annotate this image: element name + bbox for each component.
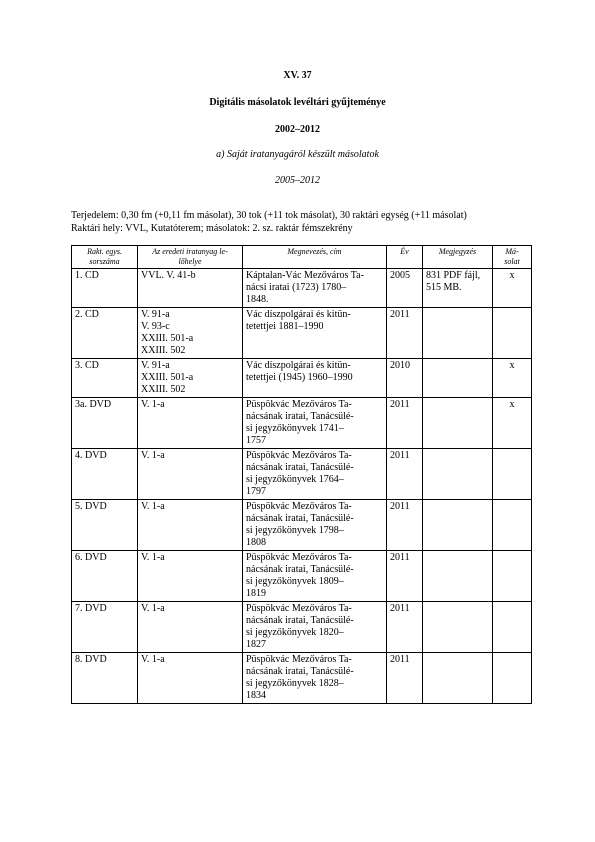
name-line: 1834 [246, 690, 266, 701]
cell-note [423, 551, 493, 602]
unit-number: 3a. DVD [75, 399, 112, 410]
name-line: Püspökvác Mezőváros Ta- [246, 654, 352, 665]
cell-year [387, 551, 423, 602]
table-row [72, 602, 532, 653]
extent-line: Terjedelem: 0,30 fm (+0,11 fm másolat), 30 tok (+11 tok másolat), 30 raktári egység (+11 másolat) [71, 210, 467, 221]
origin-line: XXIII. 501-a [141, 333, 194, 344]
cell-copy [493, 551, 532, 602]
cell-copy [493, 398, 532, 449]
name-line: 1797 [246, 486, 266, 497]
cell-origin [138, 359, 243, 398]
origin-line: V. 91-a [141, 309, 170, 320]
name-line: si jegyzőkönyvek 1764– [246, 474, 344, 485]
unit-number: 6. DVD [75, 552, 107, 563]
name-line: tetettjei (1945) 1960–1990 [246, 372, 353, 383]
cell-origin [138, 653, 243, 704]
name-line: 1757 [246, 435, 266, 446]
header-year: Év [387, 246, 423, 269]
copy-mark: x [509, 270, 515, 281]
cell-note [423, 398, 493, 449]
origin-line: V. 91-a [141, 360, 170, 371]
name-line: 1819 [246, 588, 266, 599]
name-line: 1827 [246, 639, 266, 650]
cell-copy [493, 359, 532, 398]
table-row [72, 449, 532, 500]
cell-note [423, 500, 493, 551]
name-line: Vác díszpolgárai és kitün- [246, 309, 351, 320]
collection-years: 2002–2012 [275, 124, 320, 135]
cell-copy [493, 500, 532, 551]
cell-year [387, 269, 423, 308]
cell-origin [138, 269, 243, 308]
table-row [72, 359, 532, 398]
table-row [72, 269, 532, 308]
name-line: nácsának iratai, Tanácsülé- [246, 411, 354, 422]
name-line: si jegyzőkönyvek 1798– [246, 525, 344, 536]
cell-name [243, 449, 387, 500]
cell-name [243, 653, 387, 704]
cell-note [423, 602, 493, 653]
origin-line: XXIII. 502 [141, 345, 186, 356]
cell-origin [138, 551, 243, 602]
cell-note [423, 308, 493, 359]
unit-number: 3. CD [75, 360, 99, 371]
header-name: Megnevezés, cím [243, 246, 387, 269]
origin-line: V. 1-a [141, 450, 165, 461]
cell-unit [72, 269, 138, 308]
cell-copy [493, 269, 532, 308]
year-value: 2010 [390, 360, 410, 371]
copy-mark: x [509, 399, 515, 410]
location-line: Raktári hely: VVL, Kutatóterem; másolatok: 2. sz. raktár fémszekrény [71, 223, 353, 234]
name-line: nácsának iratai, Tanácsülé- [246, 615, 354, 626]
name-line: 1808 [246, 537, 266, 548]
origin-line: V. 93-c [141, 321, 170, 332]
cell-unit [72, 500, 138, 551]
header-note: Megjegyzés [423, 246, 493, 269]
cell-unit [72, 308, 138, 359]
cell-name [243, 398, 387, 449]
cell-name [243, 359, 387, 398]
subsection-title: a) Saját iratanyagáról készült másolatok [216, 149, 379, 160]
origin-line: V. 1-a [141, 654, 165, 665]
name-line: 1848. [246, 294, 269, 305]
year-value: 2011 [390, 450, 410, 461]
cell-name [243, 500, 387, 551]
cell-unit [72, 359, 138, 398]
year-value: 2011 [390, 501, 410, 512]
cell-name [243, 269, 387, 308]
table-row [72, 551, 532, 602]
cell-copy [493, 602, 532, 653]
cell-origin [138, 398, 243, 449]
name-line: nácsának iratai, Tanácsülé- [246, 564, 354, 575]
cell-year [387, 500, 423, 551]
subsection-years: 2005–2012 [275, 175, 320, 186]
name-line: Püspökvác Mezőváros Ta- [246, 450, 352, 461]
name-line: Püspökvác Mezőváros Ta- [246, 501, 352, 512]
year-value: 2005 [390, 270, 410, 281]
cell-note [423, 449, 493, 500]
origin-line: VVL. V. 41-b [141, 270, 196, 281]
origin-line: V. 1-a [141, 399, 165, 410]
cell-origin [138, 308, 243, 359]
cell-year [387, 602, 423, 653]
cell-note [423, 359, 493, 398]
year-value: 2011 [390, 603, 410, 614]
cell-unit [72, 551, 138, 602]
table-header-row [72, 246, 532, 269]
year-value: 2011 [390, 399, 410, 410]
name-line: si jegyzőkönyvek 1828– [246, 678, 344, 689]
origin-line: V. 1-a [141, 501, 165, 512]
series-number: XV. 37 [283, 70, 312, 81]
inventory-table [71, 245, 532, 704]
cell-copy [493, 449, 532, 500]
cell-year [387, 398, 423, 449]
cell-origin [138, 500, 243, 551]
cell-unit [72, 449, 138, 500]
name-line: tetettjei 1881–1990 [246, 321, 324, 332]
copy-mark: x [509, 360, 515, 371]
cell-year [387, 308, 423, 359]
origin-line: V. 1-a [141, 552, 165, 563]
name-line: nácsának iratai, Tanácsülé- [246, 513, 354, 524]
name-line: si jegyzőkönyvek 1741– [246, 423, 344, 434]
unit-number: 7. DVD [75, 603, 107, 614]
cell-year [387, 653, 423, 704]
cell-name [243, 551, 387, 602]
cell-note [423, 269, 493, 308]
cell-copy [493, 308, 532, 359]
cell-unit [72, 398, 138, 449]
header-origin: Az eredeti iratanyag le- lőhelye [138, 246, 243, 269]
unit-number: 8. DVD [75, 654, 107, 665]
unit-number: 4. DVD [75, 450, 107, 461]
name-line: si jegyzőkönyvek 1809– [246, 576, 344, 587]
name-line: Püspökvác Mezőváros Ta- [246, 603, 352, 614]
header-copy: Má- solat [493, 246, 532, 269]
name-line: Püspökvác Mezőváros Ta- [246, 399, 352, 410]
year-value: 2011 [390, 309, 410, 320]
name-line: nácsának iratai, Tanácsülé- [246, 462, 354, 473]
note-line: 831 PDF fájl, [426, 270, 481, 281]
table-row [72, 398, 532, 449]
year-value: 2011 [390, 654, 410, 665]
unit-number: 5. DVD [75, 501, 107, 512]
name-line: nácsi iratai (1723) 1780– [246, 282, 347, 293]
cell-copy [493, 653, 532, 704]
cell-note [423, 653, 493, 704]
origin-line: V. 1-a [141, 603, 165, 614]
cell-unit [72, 602, 138, 653]
origin-line: XXIII. 501-a [141, 372, 194, 383]
name-line: Káptalan-Vác Mezőváros Ta- [246, 270, 364, 281]
header-unit: Rakt. egys. sorszáma [72, 246, 138, 269]
cell-name [243, 308, 387, 359]
collection-title: Digitális másolatok levéltári gyűjteménye [209, 97, 386, 108]
name-line: nácsának iratai, Tanácsülé- [246, 666, 354, 677]
cell-year [387, 449, 423, 500]
unit-number: 1. CD [75, 270, 99, 281]
cell-year [387, 359, 423, 398]
cell-origin [138, 449, 243, 500]
name-line: Püspökvác Mezőváros Ta- [246, 552, 352, 563]
table-row [72, 308, 532, 359]
cell-origin [138, 602, 243, 653]
table-body [72, 269, 532, 704]
note-line: 515 MB. [426, 282, 462, 293]
year-value: 2011 [390, 552, 410, 563]
origin-line: XXIII. 502 [141, 384, 186, 395]
table-row [72, 500, 532, 551]
cell-unit [72, 653, 138, 704]
name-line: Vác díszpolgárai és kitün- [246, 360, 351, 371]
unit-number: 2. CD [75, 309, 99, 320]
table-row [72, 653, 532, 704]
name-line: si jegyzőkönyvek 1820– [246, 627, 344, 638]
cell-name [243, 602, 387, 653]
